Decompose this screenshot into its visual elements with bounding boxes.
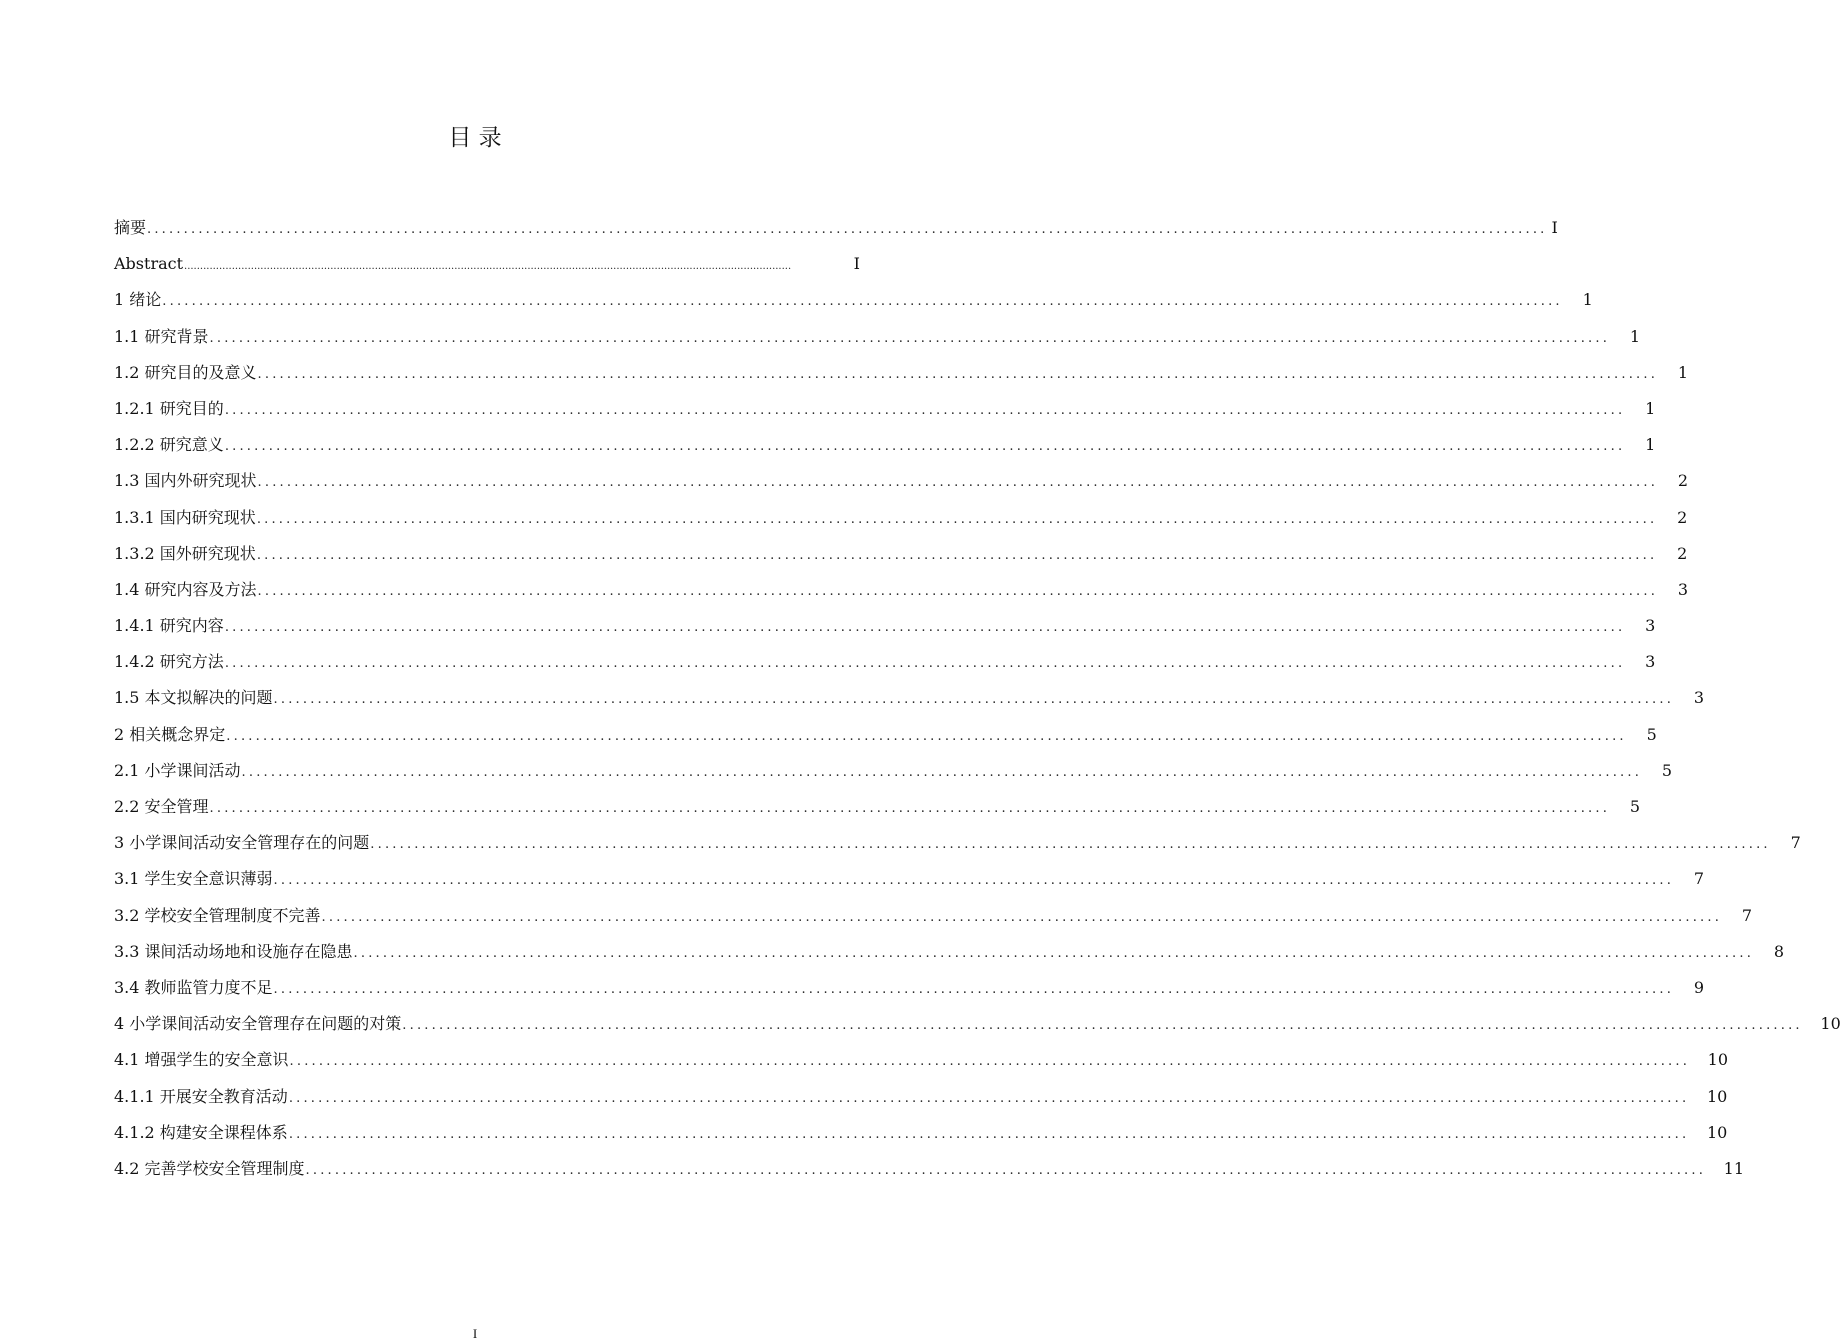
toc-entry-label: 1.3.1 国内研究现状 — [114, 507, 256, 527]
toc-entry[interactable] — [114, 1006, 1841, 1042]
toc-entry-label: 4.1.2 构建安全课程体系 — [114, 1122, 288, 1142]
toc-entry-page: 9 — [1693, 977, 1705, 997]
toc-entry-page: 5 — [1661, 760, 1673, 780]
toc-entry-page: 3 — [1645, 652, 1656, 672]
toc-entry-page: 7 — [1790, 833, 1801, 853]
toc-leader: ............................................................................................................................................................................................... — [224, 439, 1626, 455]
toc-leader: ............................................................................................................................................................................................... — [353, 945, 1755, 961]
toc-entry-label: 1.3 国内外研究现状 — [114, 471, 257, 491]
toc-entry-label: 4.1 增强学生的安全意识 — [114, 1050, 289, 1070]
footer-page-number: I — [472, 1326, 478, 1341]
toc-entry[interactable] — [114, 825, 1801, 861]
toc-entry[interactable] — [114, 680, 1705, 716]
toc-entry-page: 3 — [1693, 688, 1705, 708]
toc-entry[interactable] — [114, 319, 1641, 355]
toc-leader: ............................................................................................................................................................................................... — [370, 837, 1771, 853]
toc-leader: ............................................................................................................................................................................................... — [184, 261, 792, 273]
toc-leader: ............................................................................................................................................................................................... — [224, 656, 1626, 672]
toc-entry-page: 1 — [1629, 326, 1641, 346]
toc-leader: ............................................................................................................................................................................................... — [257, 475, 1659, 491]
toc-leader: ............................................................................................................................................................................................... — [256, 511, 1658, 527]
toc-entry-label: 2.2 安全管理 — [114, 797, 209, 816]
table-of-contents — [114, 210, 1841, 1187]
toc-entry[interactable] — [114, 572, 1689, 608]
toc-entry[interactable] — [114, 355, 1689, 391]
toc-entry-page: 7 — [1693, 869, 1705, 889]
toc-entry-page: I — [1551, 218, 1558, 237]
toc-entry-page: 10 — [1707, 1050, 1729, 1070]
toc-leader: ............................................................................................................................................................................................... — [147, 222, 1548, 237]
toc-entry-page: I — [853, 254, 860, 274]
toc-entry[interactable] — [114, 282, 1593, 318]
toc-entry-page: 8 — [1773, 941, 1785, 961]
toc-entry-page: 10 — [1820, 1014, 1841, 1034]
toc-entry-label: 3 小学课间活动安全管理存在的问题 — [114, 833, 370, 853]
toc-entry[interactable] — [114, 1151, 1745, 1187]
toc-entry[interactable] — [114, 536, 1688, 572]
toc-entry-label: 1.4.2 研究方法 — [114, 652, 224, 672]
toc-leader: ............................................................................................................................................................................................... — [209, 330, 1611, 346]
toc-entry-label: 2.1 小学课间活动 — [114, 760, 241, 780]
toc-entry-page: 5 — [1646, 724, 1657, 744]
toc-leader: ............................................................................................................................................................................................... — [257, 583, 1659, 599]
toc-entry-page: 1 — [1677, 362, 1689, 382]
toc-entry-page: 2 — [1677, 507, 1688, 527]
toc-entry-page: 2 — [1677, 471, 1689, 491]
toc-entry-label: Abstract — [114, 254, 184, 274]
toc-entry-page: 1 — [1645, 435, 1656, 455]
toc-entry-label: 3.2 学校安全管理制度不完善 — [114, 905, 321, 925]
toc-leader: ............................................................................................................................................................................................... — [321, 909, 1723, 925]
toc-entry-label: 1.2 研究目的及意义 — [114, 362, 257, 382]
toc-entry-label: 2 相关概念界定 — [114, 724, 226, 744]
page-title: 目 录 — [448, 125, 502, 151]
toc-entry[interactable] — [114, 970, 1705, 1006]
toc-entry-abstract-en[interactable] — [114, 246, 860, 282]
toc-leader: ............................................................................................................................................................................................... — [241, 764, 1643, 780]
toc-entry-label: 4.2 完善学校安全管理制度 — [114, 1158, 305, 1178]
toc-entry-page: 5 — [1629, 797, 1641, 816]
toc-entry-label: 1.3.2 国外研究现状 — [114, 543, 256, 563]
toc-entry[interactable] — [114, 1079, 1728, 1115]
toc-entry-label: 1 绪论 — [114, 290, 162, 310]
toc-entry[interactable] — [114, 1042, 1729, 1078]
toc-entry-label: 摘要 — [114, 218, 147, 237]
toc-leader: ............................................................................................................................................................................................... — [402, 1018, 1803, 1034]
toc-entry-label: 3.4 教师监管力度不足 — [114, 977, 273, 997]
toc-leader: ............................................................................................................................................................................................... — [162, 294, 1563, 310]
toc-entry[interactable] — [114, 861, 1705, 897]
toc-entry[interactable] — [114, 1115, 1728, 1151]
toc-entry-label: 1.1 研究背景 — [114, 326, 209, 346]
toc-entry-label: 1.2.1 研究目的 — [114, 398, 224, 418]
toc-leader: ............................................................................................................................................................................................... — [305, 1162, 1707, 1178]
toc-entry[interactable] — [114, 391, 1656, 427]
toc-leader: ............................................................................................................................................................................................... — [224, 620, 1626, 636]
toc-leader: ............................................................................................................................................................................................... — [257, 366, 1659, 382]
toc-leader: ............................................................................................................................................................................................... — [209, 801, 1611, 816]
toc-entry[interactable] — [114, 427, 1656, 463]
toc-entry[interactable] — [114, 644, 1656, 680]
toc-entry-page: 7 — [1741, 905, 1753, 925]
toc-entry-label: 4 小学课间活动安全管理存在问题的对策 — [114, 1014, 402, 1034]
toc-entry-page: 2 — [1677, 543, 1688, 563]
toc-entry-page: 10 — [1706, 1086, 1728, 1106]
toc-entry-label: 1.4.1 研究内容 — [114, 616, 224, 636]
toc-entry[interactable] — [114, 608, 1656, 644]
toc-entry-page: 3 — [1677, 579, 1689, 599]
toc-entry[interactable] — [114, 717, 1657, 753]
toc-entry-label: 1.2.2 研究意义 — [114, 435, 224, 455]
toc-entry[interactable] — [114, 934, 1785, 970]
toc-entry-page: 3 — [1645, 616, 1656, 636]
toc-leader: ............................................................................................................................................................................................... — [224, 402, 1626, 418]
toc-entry-page: 11 — [1723, 1158, 1745, 1178]
toc-leader: ............................................................................................................................................................................................... — [289, 1054, 1691, 1070]
toc-leader: ............................................................................................................................................................................................... — [256, 547, 1658, 563]
toc-leader: ............................................................................................................................................................................................... — [226, 728, 1627, 744]
toc-leader: ............................................................................................................................................................................................... — [288, 1090, 1690, 1106]
toc-leader: ............................................................................................................................................................................................... — [288, 1126, 1690, 1142]
toc-entry-label: 4.1.1 开展安全教育活动 — [114, 1086, 288, 1106]
toc-entry[interactable] — [114, 898, 1753, 934]
toc-leader: ............................................................................................................................................................................................... — [273, 692, 1675, 708]
toc-entry-abstract-cn[interactable] — [114, 210, 1558, 246]
toc-leader: ............................................................................................................................................................................................... — [273, 873, 1675, 889]
toc-entry[interactable] — [114, 789, 1641, 825]
toc-entry-page: 10 — [1706, 1122, 1728, 1142]
toc-entry[interactable] — [114, 500, 1688, 536]
toc-entry-page: 1 — [1582, 290, 1593, 310]
toc-entry-label: 1.5 本文拟解决的问题 — [114, 688, 273, 708]
toc-entry-label: 1.4 研究内容及方法 — [114, 579, 257, 599]
toc-entry-label: 3.1 学生安全意识薄弱 — [114, 869, 273, 889]
toc-leader: ............................................................................................................................................................................................... — [273, 981, 1675, 997]
toc-entry-page: 1 — [1645, 398, 1656, 418]
toc-entry[interactable] — [114, 463, 1689, 499]
toc-entry-label: 3.3 课间活动场地和设施存在隐患 — [114, 941, 353, 961]
toc-entry[interactable] — [114, 753, 1673, 789]
